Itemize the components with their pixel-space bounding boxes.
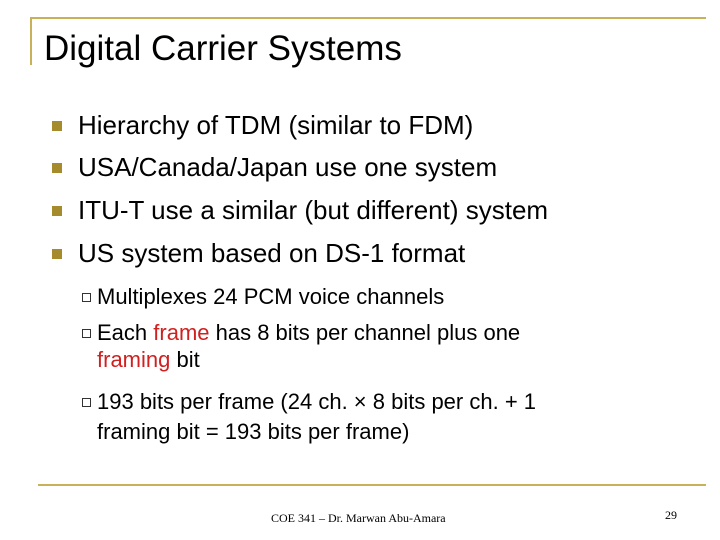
- slide-title: Digital Carrier Systems: [44, 29, 402, 68]
- hollow-square-bullet-icon: [82, 293, 91, 302]
- sub-bullet-text-continuation: framing bit = 193 bits per frame): [97, 419, 410, 444]
- sub-bullet-text-continuation: [97, 346, 200, 373]
- highlight-frame: frame: [153, 320, 210, 345]
- square-bullet-icon: [52, 121, 62, 131]
- highlight-framing: framing: [97, 347, 171, 372]
- square-bullet-icon: [52, 163, 62, 173]
- footer-text: COE 341 – Dr. Marwan Abu-Amara: [271, 511, 446, 525]
- text-run: bit: [170, 347, 200, 372]
- footer-rule: [38, 484, 706, 486]
- bullet-text: US system based on DS-1 format: [78, 238, 466, 268]
- square-bullet-icon: [52, 206, 62, 216]
- title-frame-horizontal-rule: [30, 17, 706, 19]
- hollow-square-bullet-icon: [82, 329, 91, 338]
- sub-bullet-text: 193 bits per frame (24 ch. × 8 bits per ch. + 1: [97, 389, 537, 414]
- sub-bullet-text: [97, 319, 520, 346]
- bullet-text: ITU-T use a similar (but different) system: [78, 195, 549, 225]
- sub-bullet-text: Multiplexes 24 PCM voice channels: [97, 284, 445, 309]
- title-frame-vertical-rule: [30, 17, 32, 65]
- text-run: has 8 bits per channel plus one: [209, 320, 521, 345]
- hollow-square-bullet-icon: [82, 398, 91, 407]
- text-run: Each: [97, 320, 154, 345]
- square-bullet-icon: [52, 249, 62, 259]
- bullet-text: Hierarchy of TDM (similar to FDM): [78, 110, 474, 140]
- bullet-text: USA/Canada/Japan use one system: [78, 152, 498, 182]
- page-number: 29: [665, 508, 677, 522]
